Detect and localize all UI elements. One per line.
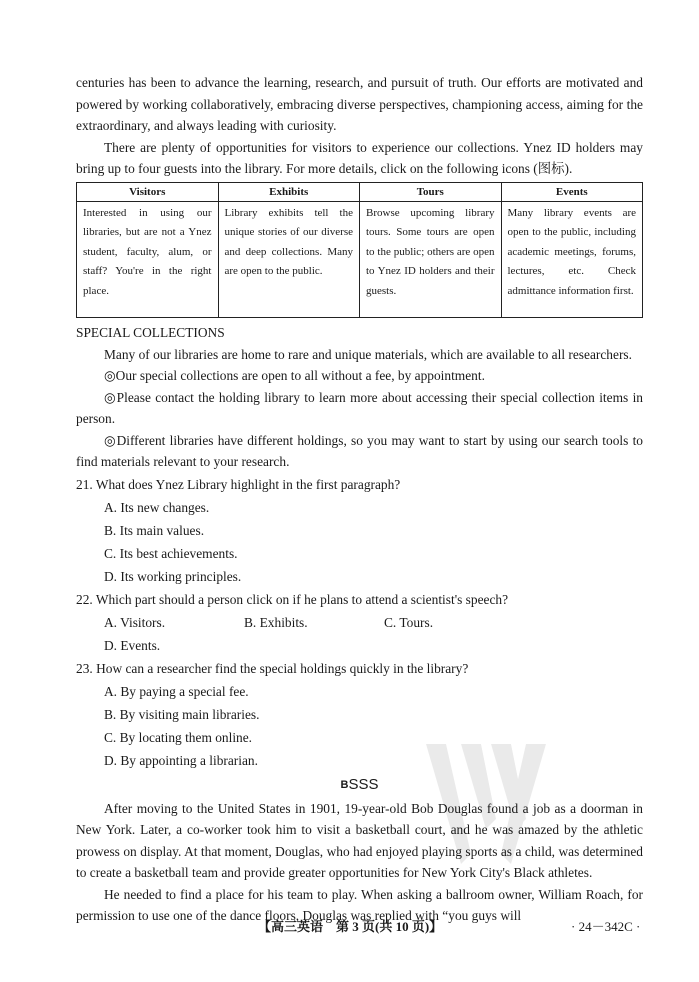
q22-option-a[interactable]: A. Visitors. xyxy=(104,614,166,630)
q23-option-b[interactable]: B. By visiting main libraries. xyxy=(104,706,260,722)
q21-option-b[interactable]: B. Its main values. xyxy=(104,522,205,538)
header-events[interactable]: Events xyxy=(501,182,643,201)
special-bullet-3: ◎Different libraries have different holdings, so you may want to start by using our search tools to find materials relevant to your research. xyxy=(76,432,643,469)
header-tours[interactable]: Tours xyxy=(360,182,502,201)
q21-option-d[interactable]: D. Its working principles. xyxy=(104,568,242,584)
header-exhibits[interactable]: Exhibits xyxy=(218,182,360,201)
intro-paragraph: centuries has been to advance the learning, research, and pursuit of truth. Our efforts are motivated and powered by working collaboratively, embracing diverse perspectives, championing access, aiming for the extraordinary, and always leading with curiosity. xyxy=(76,75,643,133)
special-intro: Many of our libraries are home to rare and unique materials, which are available to all researchers. xyxy=(104,346,632,362)
cell-tours: Browse upcoming library tours. Some tours are open to the public; others are open to Ynez ID holders and their guests. xyxy=(360,201,502,317)
icons-table xyxy=(76,182,643,318)
question-21: 21. What does Ynez Library highlight in the first paragraph? xyxy=(76,476,401,492)
question-23-options xyxy=(76,680,643,772)
question-22: 22. Which part should a person click on if he plans to attend a scientist's speech? xyxy=(76,591,509,607)
section-b-text: SSS xyxy=(348,775,379,793)
story-paragraph-1: After moving to the United States in 1901, 19-year-old Bob Douglas found a job as a doorman in New York. Later, a co-worker took him to visit a basketball court, and he was amazed by the athletic prowess on display. At that moment, Douglas, who had enjoyed playing sports as a child, was determined to create a basketball team and provide greater opportunities for New York City's Black athletes. xyxy=(76,800,643,880)
special-bullet-1: ◎Our special collections are open to all without a fee, by appointment. xyxy=(104,368,485,383)
footer-exam-code: · 24－342C · xyxy=(571,919,641,934)
cell-exhibits: Library exhibits tell the unique stories of our diverse and deep collections. Many are open to the public. xyxy=(218,201,360,317)
watermark-logo-icon xyxy=(416,724,556,884)
story-paragraph-2: He needed to find a place for his team to play. When asking a ballroom owner, William Roach, for permission to use one of the dance floors, Douglas was replied with “you guys will xyxy=(76,886,643,923)
q23-option-c[interactable]: C. By locating them online. xyxy=(104,729,253,745)
section-b-letter: B xyxy=(340,778,349,791)
cell-events: Many library events are open to the public, including academic meetings, forums, lectures, etc. Check admittance information first. xyxy=(501,201,643,317)
question-23: 23. How can a researcher find the special holdings quickly in the library? xyxy=(76,660,469,676)
question-22-options xyxy=(76,611,643,657)
header-visitors[interactable]: Visitors xyxy=(77,182,219,201)
q22-option-c[interactable]: C. Tours. xyxy=(384,614,434,630)
question-21-options xyxy=(76,496,643,588)
footer-page-info: 【高三英语 第 3 页(共 10 页)】 xyxy=(258,919,443,934)
q21-option-a[interactable]: A. Its new changes. xyxy=(104,499,210,515)
q22-option-d[interactable]: D. Events. xyxy=(104,637,161,653)
section-b-heading xyxy=(76,772,643,798)
q23-option-a[interactable]: A. By paying a special fee. xyxy=(104,683,249,699)
visitors-paragraph: There are plenty of opportunities for visitors to experience our collections. Ynez ID holders may bring up to four guests into the library. For more details, click on the following icons (图标). xyxy=(76,139,643,176)
exam-page xyxy=(76,72,643,927)
q23-option-d[interactable]: D. By appointing a librarian. xyxy=(104,752,258,768)
cell-visitors: Interested in using our libraries, but are not a Ynez student, faculty, alum, or staff? You're in the right place. xyxy=(77,201,219,317)
q21-option-c[interactable]: C. Its best achievements. xyxy=(104,545,238,561)
special-bullet-2: ◎Please contact the holding library to learn more about accessing their special collection items in person. xyxy=(76,389,643,426)
special-collections-heading: SPECIAL COLLECTIONS xyxy=(76,324,225,340)
q22-option-b[interactable]: B. Exhibits. xyxy=(244,614,308,630)
